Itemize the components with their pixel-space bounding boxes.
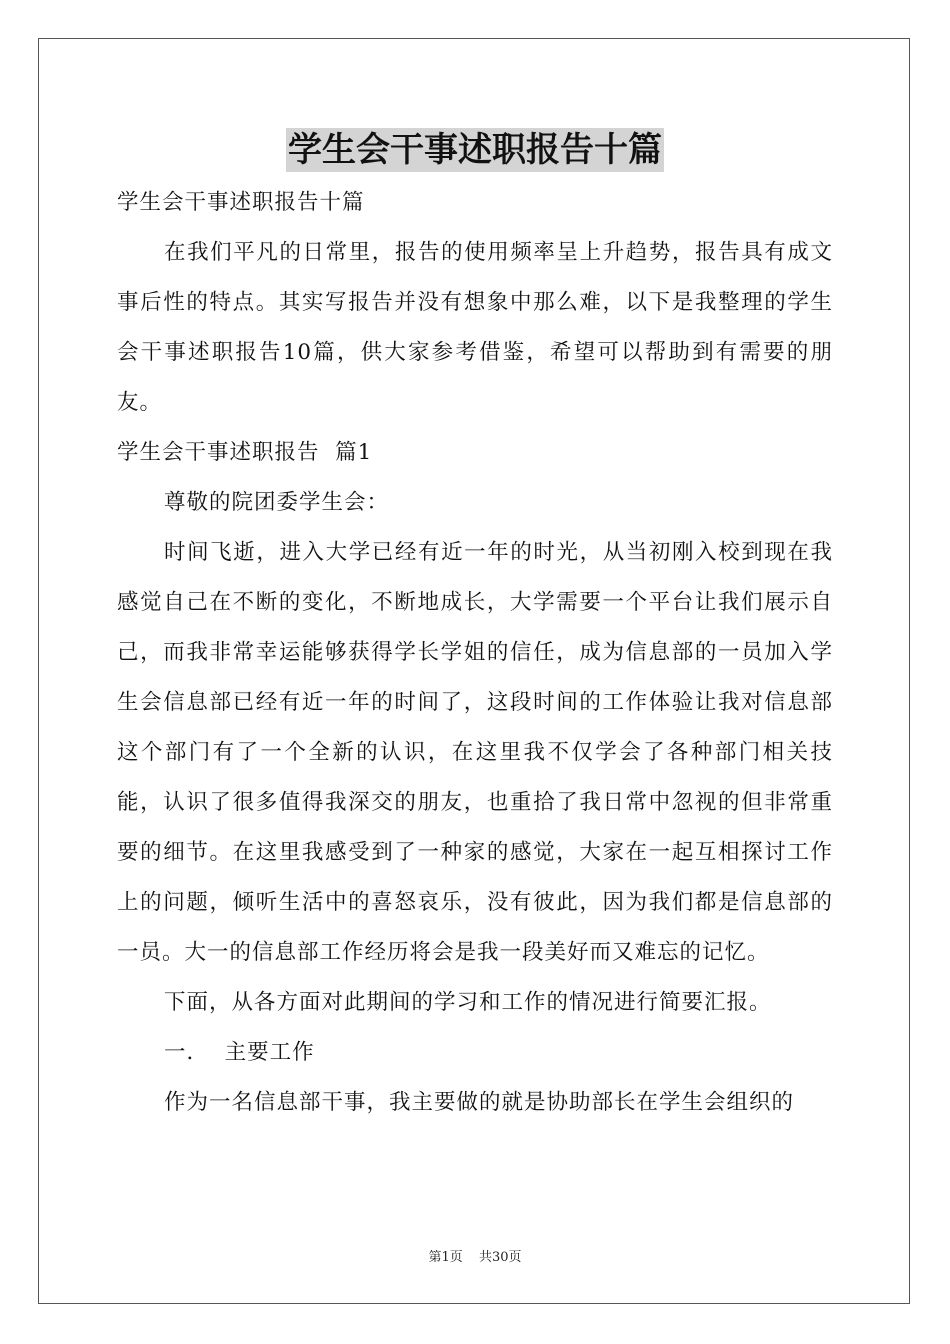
paragraph: 时间飞逝，进入大学已经有近一年的时光，从当初刚入校到现在我感觉自己在不断的变化，不断地成长，大学需要一个平台让我们展示自己，而我非常幸运能够获得学长学姐的信任，成为信息部的一员加入学生会信息部已经有近一年的时间了，这段时间的工作体验让我对信息部这个部门有了一个全新的认识，在这里我不仅学会了各种部门相关技能，认识了很多值得我深交的朋友，也重拾了我日常中忽视的但非常重要的细节。在这里我感受到了一种家的感觉，大家在一起互相探讨工作上的问题，倾听生活中的喜怒哀乐，没有彼此，因为我们都是信息部的一员。大一的信息部工作经历将会是我一段美好而又难忘的记忆。 [117,540,833,965]
title-container [0,128,950,172]
page-footer [0,1246,950,1265]
subsection-heading: 一． 主要工作 [164,1040,315,1065]
salutation: 尊敬的院团委学生会： [164,490,390,515]
document-title: 学生会干事述职报告十篇 [288,130,662,170]
section-heading: 学生会干事述职报告 篇1 [117,440,373,465]
page-total: 共30页 [478,1250,522,1265]
document-body [117,178,833,1128]
paragraph: 在我们平凡的日常里，报告的使用频率呈上升趋势，报告具有成文事后性的特点。其实写报告并没有想象中那么难，以下是我整理的学生会干事述职报告10篇，供大家参考借鉴，希望可以帮助到有需要的朋友。 [117,240,833,415]
paragraph: 作为一名信息部干事，我主要做的就是协助部长在学生会组织的 [164,1090,795,1115]
page-number: 第1页 [428,1250,463,1265]
paragraph: 下面，从各方面对此期间的学习和工作的情况进行简要汇报。 [164,990,772,1015]
paragraph: 学生会干事述职报告十篇 [117,190,365,215]
